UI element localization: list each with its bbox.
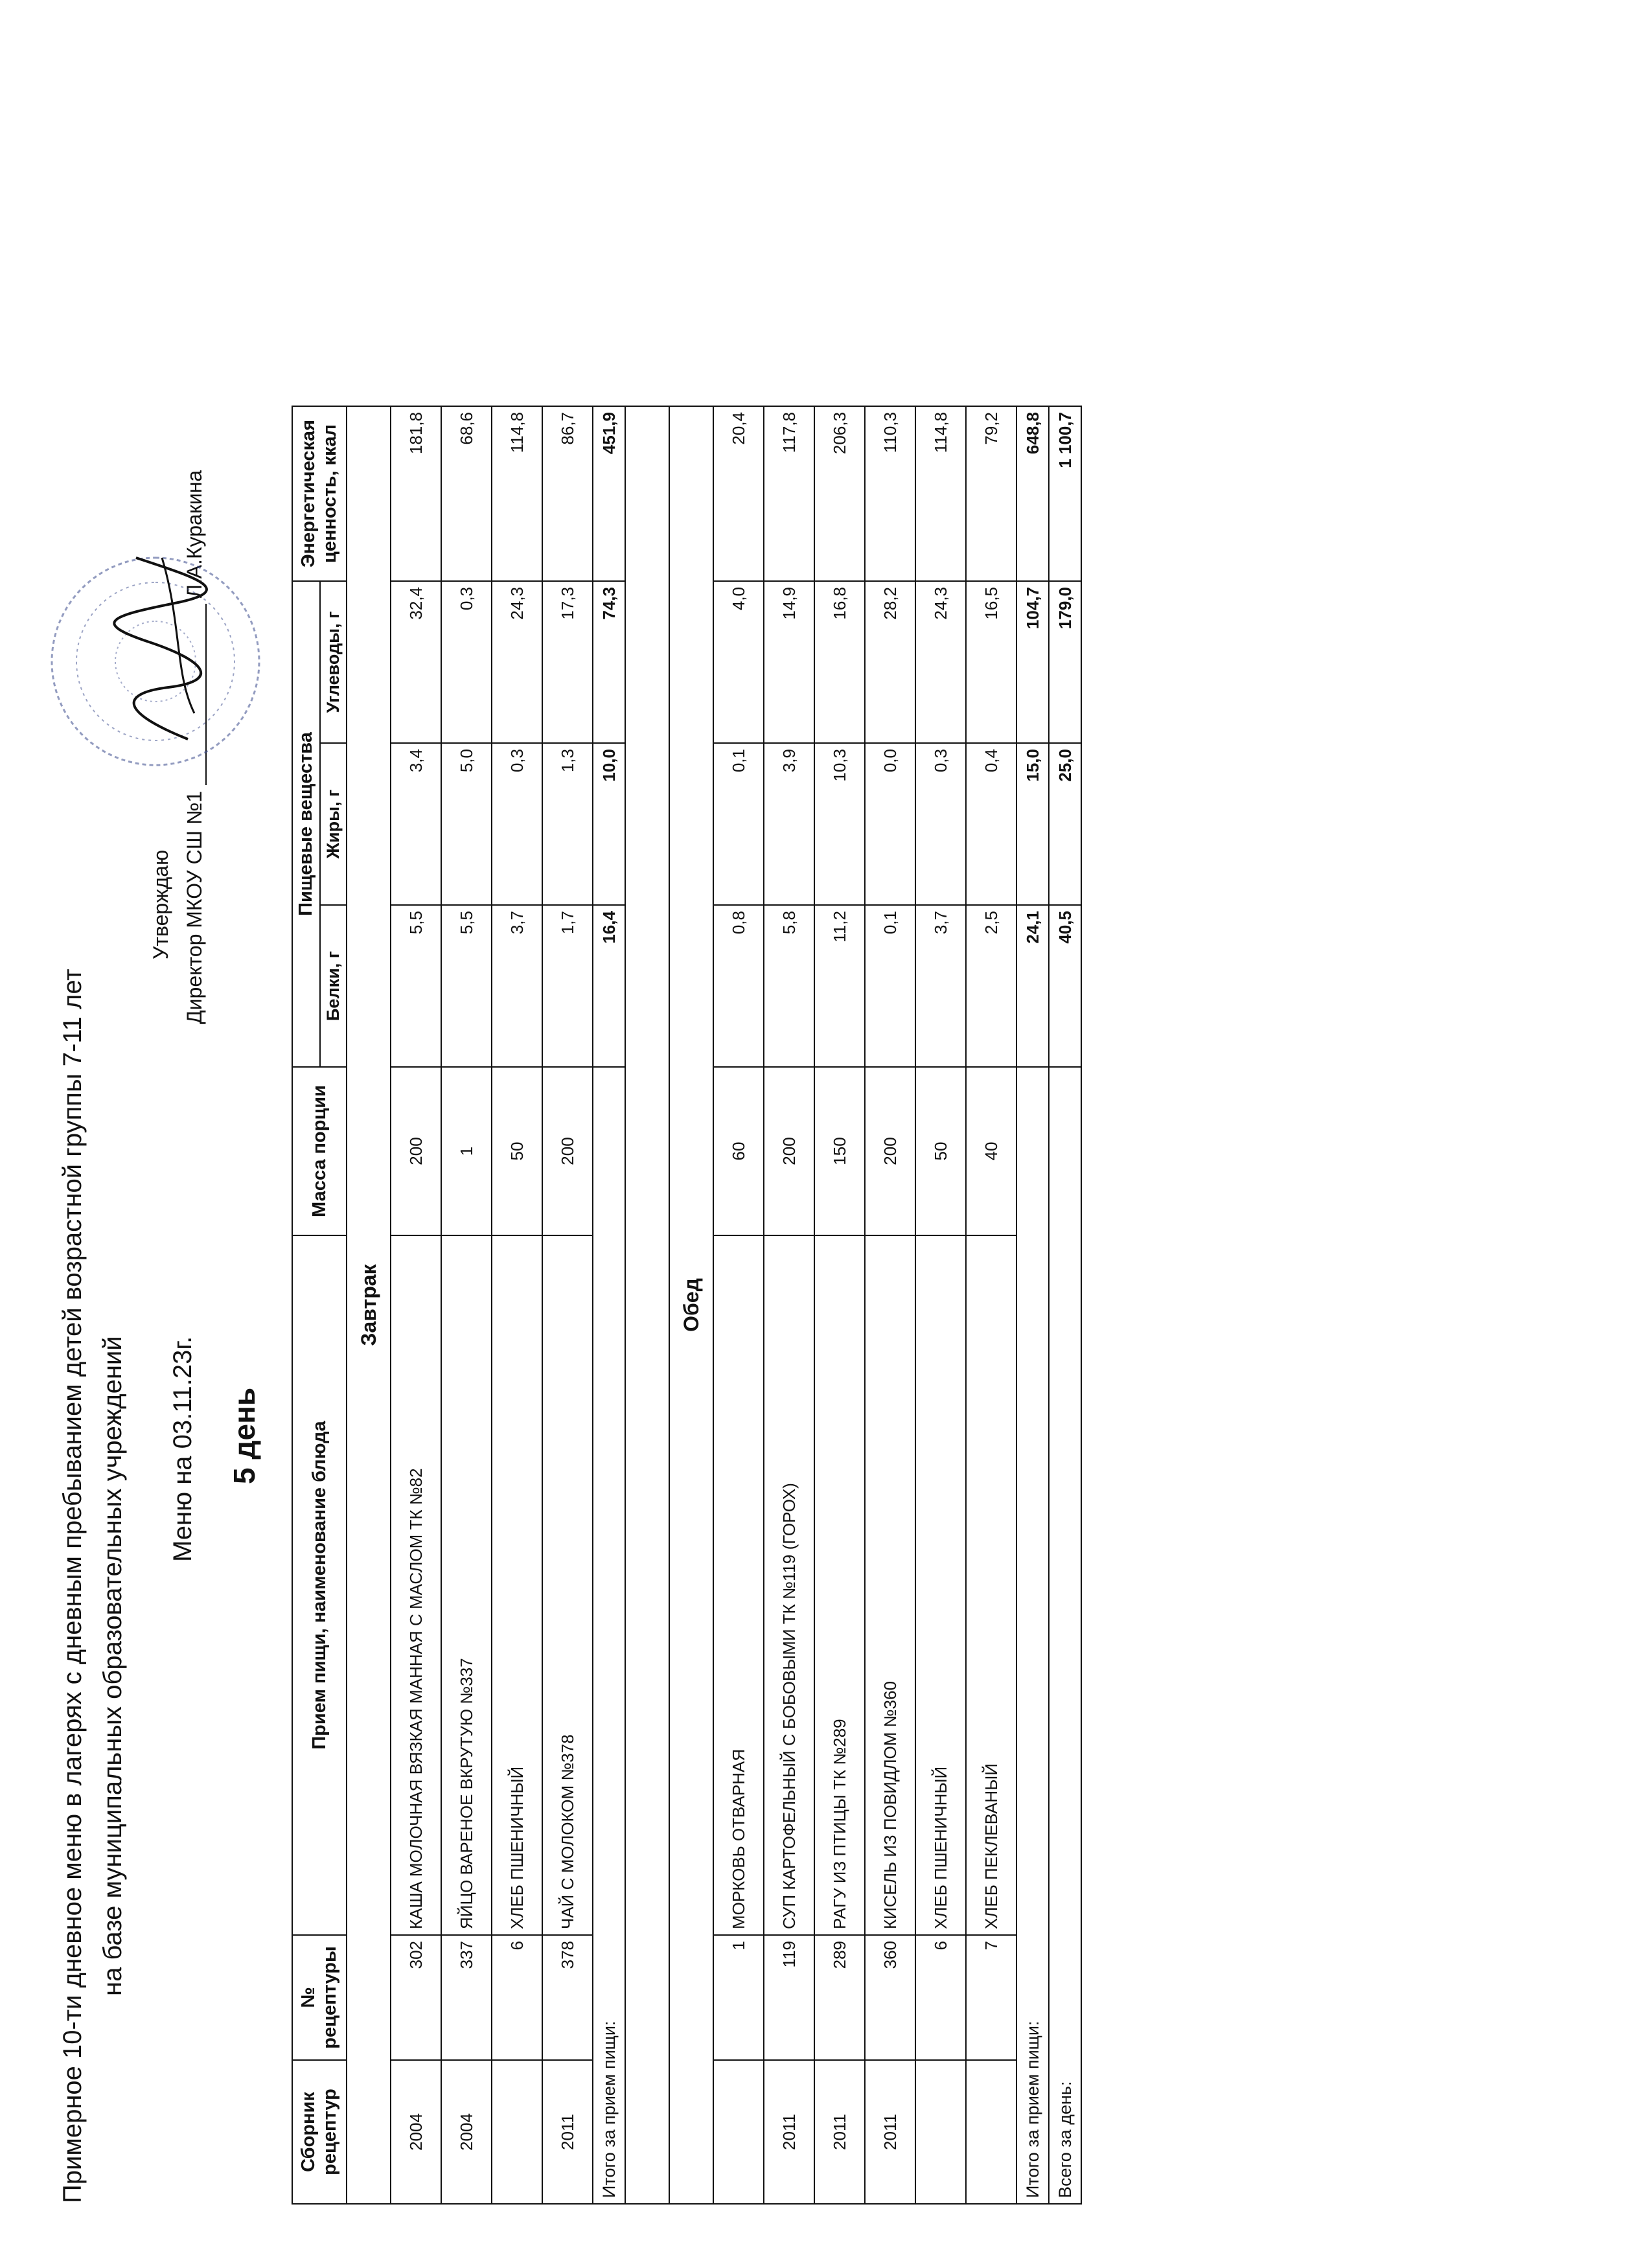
cell-recipe: 6 bbox=[492, 1935, 542, 2060]
cell-mass: 150 bbox=[814, 1067, 865, 1235]
breakfast-total-label: Итого за прием пищи: bbox=[593, 1067, 625, 2204]
cell-book: 2004 bbox=[441, 2060, 492, 2204]
cell-dish-name: МОРКОВЬ ОТВАРНАЯ bbox=[713, 1235, 764, 1935]
cell-recipe: 337 bbox=[441, 1935, 492, 2060]
table-row bbox=[542, 406, 593, 2204]
col-header-proteins: Белки, г bbox=[320, 905, 347, 1067]
cell-proteins: 1,7 bbox=[542, 905, 593, 1067]
cell-mass: 200 bbox=[542, 1067, 593, 1235]
section-title-breakfast: Завтрак bbox=[347, 406, 391, 2204]
cell-proteins: 5,5 bbox=[391, 905, 441, 1067]
cell-recipe: 7 bbox=[966, 1935, 1016, 2060]
table-row bbox=[865, 406, 915, 2204]
cell-carbs: 16,5 bbox=[966, 581, 1016, 743]
menu-date: Меню на 03.11.23г. bbox=[168, 1336, 197, 1562]
cell-dish-name: ЧАЙ С МОЛОКОМ №378 bbox=[542, 1235, 593, 1935]
director-name: Л.А.Куракина bbox=[183, 470, 206, 599]
day-total-fats: 25,0 bbox=[1049, 743, 1081, 905]
cell-recipe: 6 bbox=[915, 1935, 966, 2060]
day-total-label: Всего за день: bbox=[1049, 1067, 1081, 2204]
cell-energy: 20,4 bbox=[713, 406, 764, 581]
cell-dish-name: ЯЙЦО ВАРЕНОЕ ВКРУТУЮ №337 bbox=[441, 1235, 492, 1935]
cell-mass: 200 bbox=[391, 1067, 441, 1235]
approve-label: Утверждаю bbox=[149, 849, 172, 959]
cell-energy: 79,2 bbox=[966, 406, 1016, 581]
col-header-meal-name: Прием пищи, наименование блюда bbox=[292, 1235, 347, 1935]
cell-proteins: 5,8 bbox=[764, 905, 814, 1067]
cell-fats: 0,0 bbox=[865, 743, 915, 905]
cell-energy: 114,8 bbox=[492, 406, 542, 581]
cell-energy: 117,8 bbox=[764, 406, 814, 581]
table-row bbox=[915, 406, 966, 2204]
col-header-portion-mass: Масса порции bbox=[292, 1067, 347, 1235]
cell-dish-name: КАША МОЛОЧНАЯ ВЯЗКАЯ МАННАЯ С МАСЛОМ ТК №82 bbox=[391, 1235, 441, 1935]
cell-dish-name: РАГУ ИЗ ПТИЦЫ ТК №289 bbox=[814, 1235, 865, 1935]
breakfast-total-fats: 10,0 bbox=[593, 743, 625, 905]
cell-proteins: 3,7 bbox=[492, 905, 542, 1067]
cell-recipe: 1 bbox=[713, 1935, 764, 2060]
cell-recipe: 302 bbox=[391, 1935, 441, 2060]
cell-dish-name: ХЛЕБ ПШЕНИЧНЫЙ bbox=[492, 1235, 542, 1935]
cell-carbs: 28,2 bbox=[865, 581, 915, 743]
col-header-book: Сборник рецептур bbox=[292, 2060, 347, 2204]
col-header-nutrients: Пищевые вещества bbox=[292, 581, 320, 1067]
cell-recipe: 378 bbox=[542, 1935, 593, 2060]
cell-recipe: 119 bbox=[764, 1935, 814, 2060]
col-header-carbs: Углеводы, г bbox=[320, 581, 347, 743]
cell-proteins: 3,7 bbox=[915, 905, 966, 1067]
cell-mass: 60 bbox=[713, 1067, 764, 1235]
spacer-row bbox=[625, 406, 669, 2204]
cell-mass: 200 bbox=[764, 1067, 814, 1235]
spacer-cell bbox=[625, 406, 669, 2204]
cell-dish-name: ХЛЕБ ПЕКЛЕВАНЫЙ bbox=[966, 1235, 1016, 1935]
cell-carbs: 24,3 bbox=[492, 581, 542, 743]
menu-table bbox=[292, 406, 1082, 2205]
lunch-total-fats: 15,0 bbox=[1016, 743, 1049, 905]
cell-book: 2011 bbox=[764, 2060, 814, 2204]
table-row bbox=[966, 406, 1016, 2204]
cell-carbs: 0,3 bbox=[441, 581, 492, 743]
cell-carbs: 16,8 bbox=[814, 581, 865, 743]
cell-book: 2011 bbox=[865, 2060, 915, 2204]
lunch-total-label: Итого за прием пищи: bbox=[1016, 1067, 1049, 2204]
day-total-row bbox=[1049, 406, 1081, 2204]
cell-energy: 181,8 bbox=[391, 406, 441, 581]
day-total-proteins: 40,5 bbox=[1049, 905, 1081, 1067]
table-row bbox=[764, 406, 814, 2204]
cell-fats: 0,3 bbox=[915, 743, 966, 905]
table-row bbox=[441, 406, 492, 2204]
document-title-line1: Примерное 10-ти дневное меню в лагерях с дневным пребыванием детей возрастной группы 7-11 лет bbox=[58, 968, 87, 2203]
cell-fats: 0,3 bbox=[492, 743, 542, 905]
cell-carbs: 17,3 bbox=[542, 581, 593, 743]
cell-book bbox=[966, 2060, 1016, 2204]
director-signature bbox=[97, 545, 220, 752]
cell-energy: 206,3 bbox=[814, 406, 865, 581]
cell-energy: 68,6 bbox=[441, 406, 492, 581]
lunch-total-proteins: 24,1 bbox=[1016, 905, 1049, 1067]
cell-book: 2011 bbox=[542, 2060, 593, 2204]
director-label: Директор МКОУ СШ №1 bbox=[183, 790, 206, 1024]
col-header-recipe-no: № рецептуры bbox=[292, 1935, 347, 2060]
col-header-energy: Энергетическая ценность, ккал bbox=[292, 406, 347, 581]
breakfast-total-energy: 451,9 bbox=[593, 406, 625, 581]
cell-proteins: 11,2 bbox=[814, 905, 865, 1067]
cell-carbs: 14,9 bbox=[764, 581, 814, 743]
cell-recipe: 360 bbox=[865, 1935, 915, 2060]
cell-book bbox=[713, 2060, 764, 2204]
cell-carbs: 4,0 bbox=[713, 581, 764, 743]
cell-energy: 86,7 bbox=[542, 406, 593, 581]
cell-dish-name: ХЛЕБ ПШЕНИЧНЫЙ bbox=[915, 1235, 966, 1935]
cell-energy: 110,3 bbox=[865, 406, 915, 581]
table-row bbox=[814, 406, 865, 2204]
cell-carbs: 32,4 bbox=[391, 581, 441, 743]
cell-fats: 3,4 bbox=[391, 743, 441, 905]
table-row bbox=[391, 406, 441, 2204]
breakfast-total-proteins: 16,4 bbox=[593, 905, 625, 1067]
cell-proteins: 0,1 bbox=[865, 905, 915, 1067]
cell-book bbox=[492, 2060, 542, 2204]
cell-fats: 5,0 bbox=[441, 743, 492, 905]
cell-fats: 0,4 bbox=[966, 743, 1016, 905]
table-header-row bbox=[292, 406, 320, 2204]
cell-proteins: 5,5 bbox=[441, 905, 492, 1067]
cell-fats: 1,3 bbox=[542, 743, 593, 905]
day-total-carbs: 179,0 bbox=[1049, 581, 1081, 743]
col-header-fats: Жиры, г bbox=[320, 743, 347, 905]
day-title: 5 день bbox=[227, 1387, 261, 1484]
lunch-total-row bbox=[1016, 406, 1049, 2204]
cell-mass: 1 bbox=[441, 1067, 492, 1235]
breakfast-total-carbs: 74,3 bbox=[593, 581, 625, 743]
cell-book: 2004 bbox=[391, 2060, 441, 2204]
cell-mass: 200 bbox=[865, 1067, 915, 1235]
cell-dish-name: КИСЕЛЬ ИЗ ПОВИДЛОМ №360 bbox=[865, 1235, 915, 1935]
section-row-lunch bbox=[669, 406, 713, 2204]
cell-mass: 50 bbox=[915, 1067, 966, 1235]
cell-book bbox=[915, 2060, 966, 2204]
cell-mass: 40 bbox=[966, 1067, 1016, 1235]
document-title-line2: на базе муниципальных образовательных учреждений bbox=[98, 1336, 127, 1996]
table-row bbox=[713, 406, 764, 2204]
cell-fats: 0,1 bbox=[713, 743, 764, 905]
table-row bbox=[492, 406, 542, 2204]
cell-proteins: 0,8 bbox=[713, 905, 764, 1067]
lunch-total-energy: 648,8 bbox=[1016, 406, 1049, 581]
cell-recipe: 289 bbox=[814, 1935, 865, 2060]
cell-carbs: 24,3 bbox=[915, 581, 966, 743]
cell-mass: 50 bbox=[492, 1067, 542, 1235]
day-total-energy: 1 100,7 bbox=[1049, 406, 1081, 581]
cell-dish-name: СУП КАРТОФЕЛЬНЫЙ С БОБОВЫМИ ТК №119 (ГОРОХ) bbox=[764, 1235, 814, 1935]
cell-energy: 114,8 bbox=[915, 406, 966, 581]
cell-fats: 3,9 bbox=[764, 743, 814, 905]
section-title-lunch: Обед bbox=[669, 406, 713, 2204]
lunch-total-carbs: 104,7 bbox=[1016, 581, 1049, 743]
cell-fats: 10,3 bbox=[814, 743, 865, 905]
cell-proteins: 2,5 bbox=[966, 905, 1016, 1067]
section-row-breakfast bbox=[347, 406, 391, 2204]
cell-book: 2011 bbox=[814, 2060, 865, 2204]
breakfast-total-row bbox=[593, 406, 625, 2204]
